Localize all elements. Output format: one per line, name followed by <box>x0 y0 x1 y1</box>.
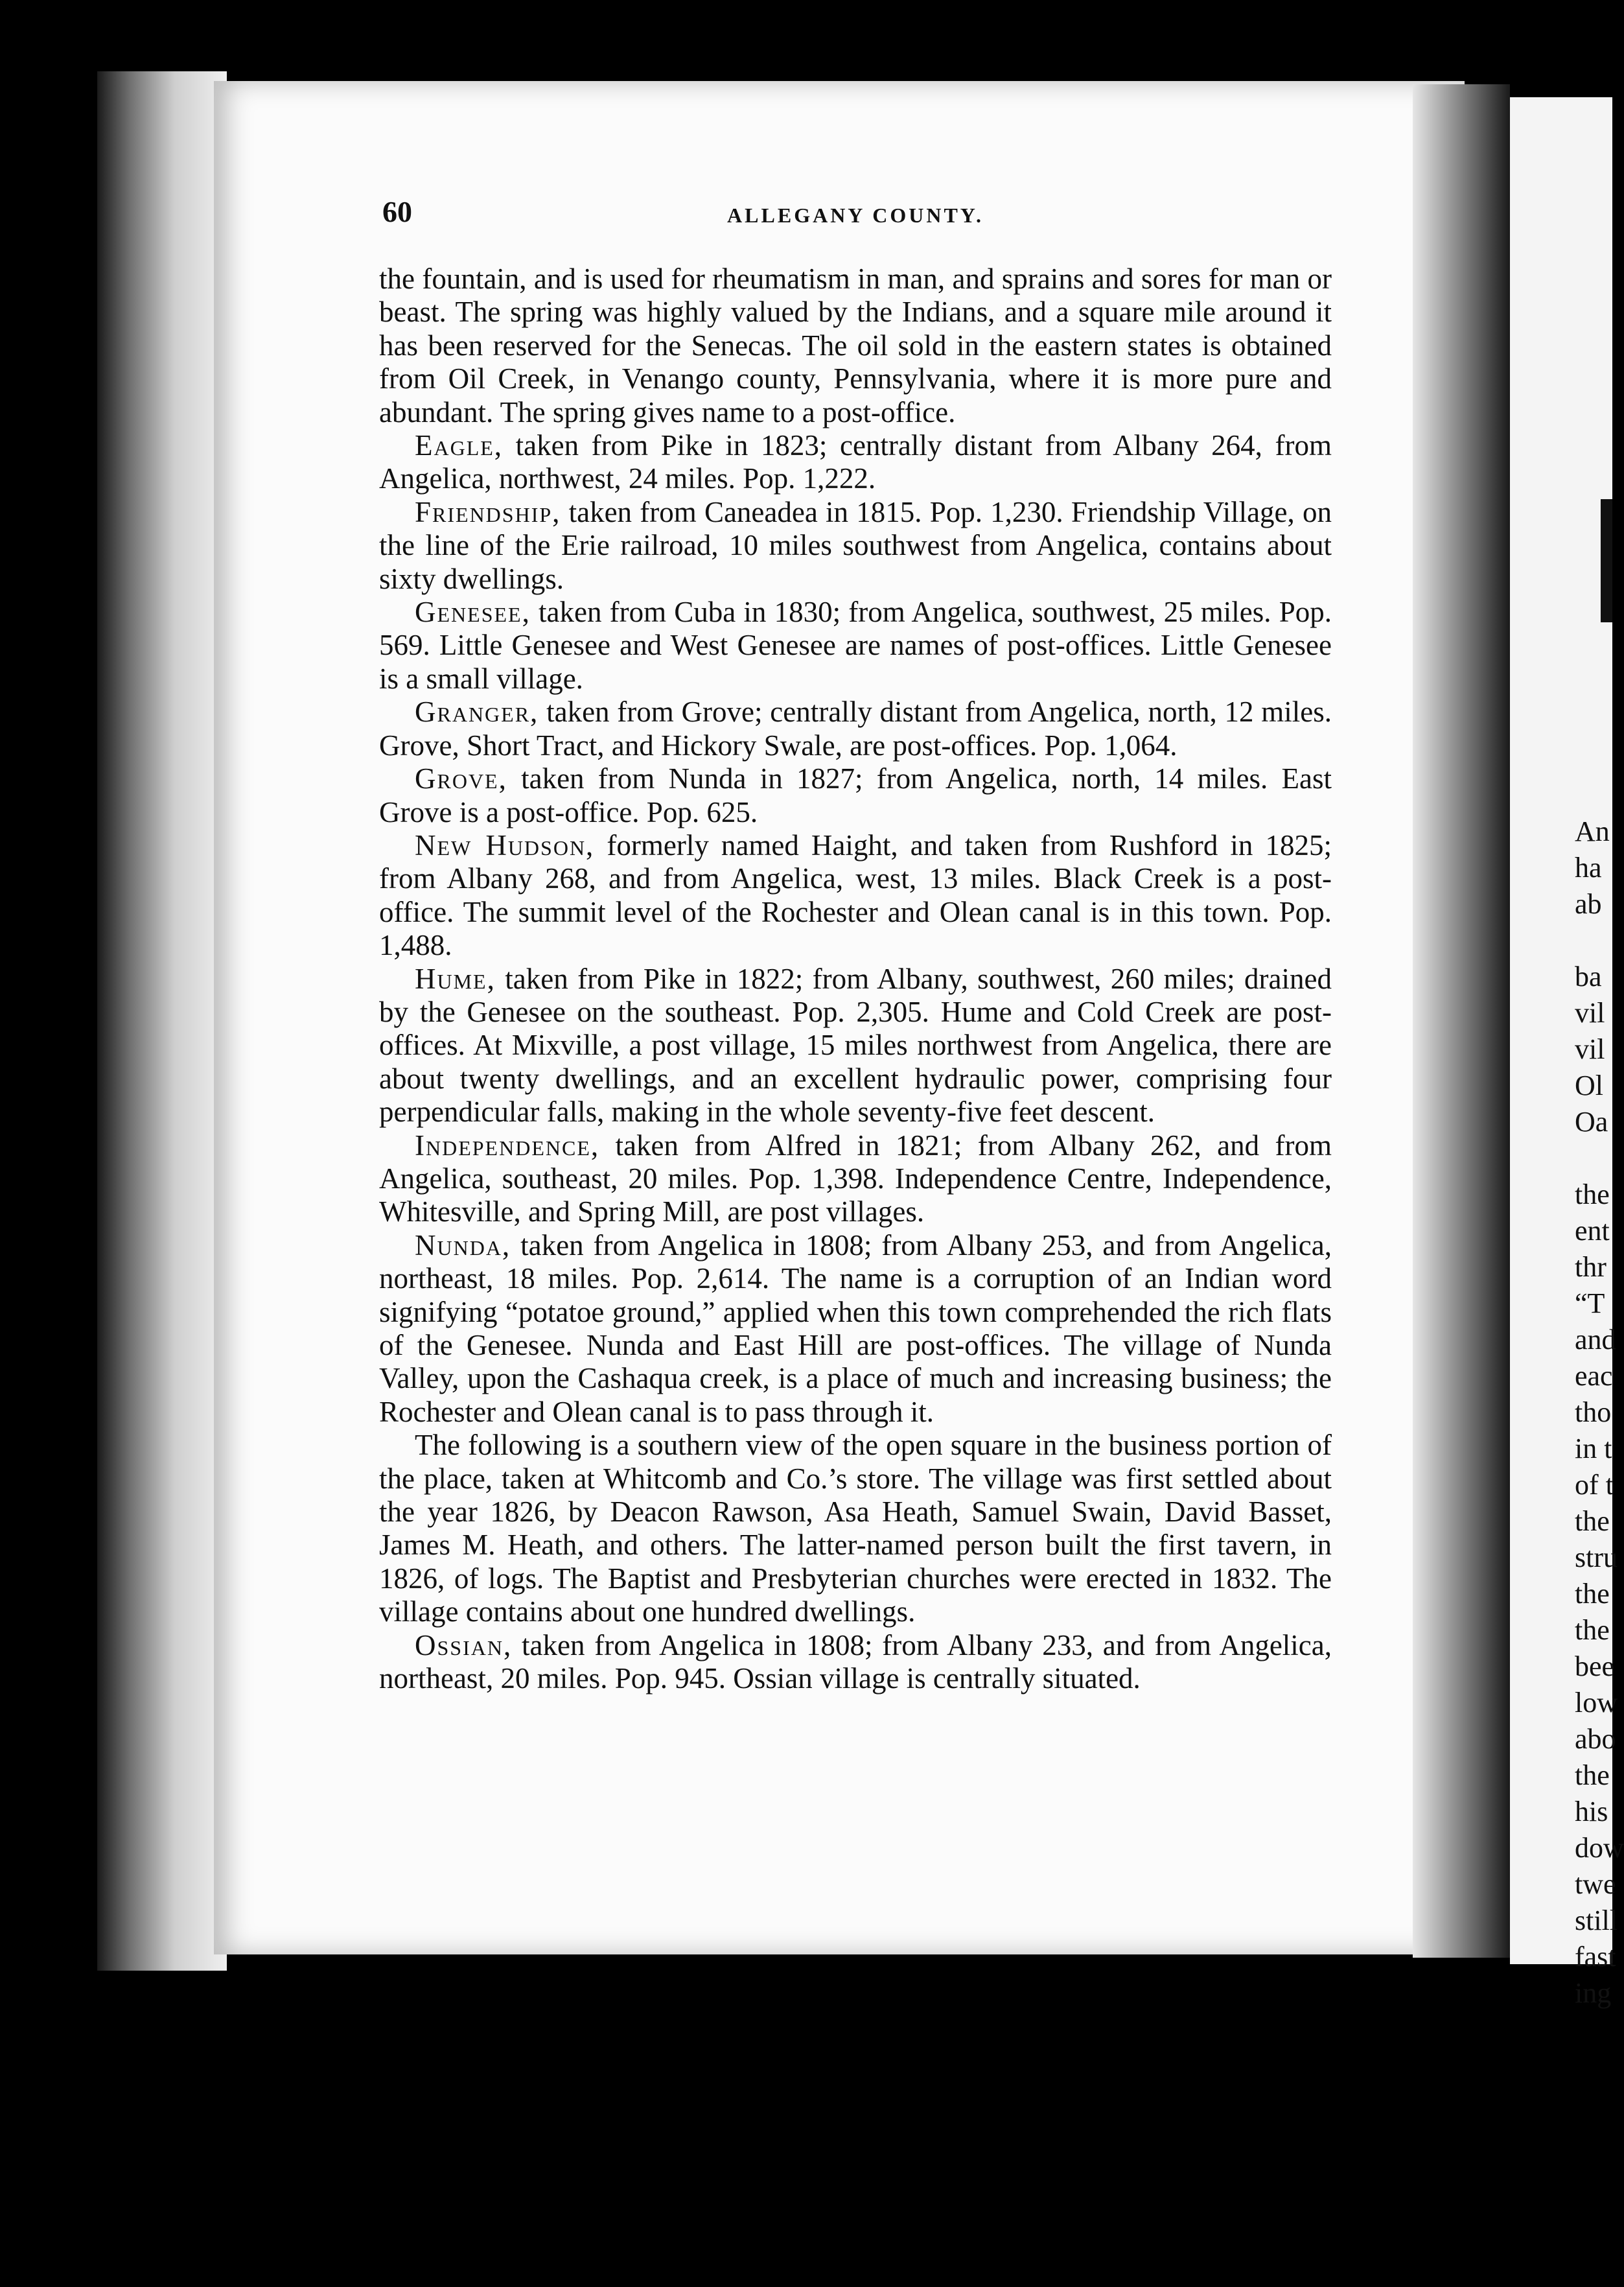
entry-heading: Genesee, <box>415 596 531 629</box>
entry-heading: Friendship, <box>415 495 561 528</box>
paragraph-text: The following is a southern view of the open square in the business portion of the place, taken at Whitcomb and Co.’s store. The village was first settled about the year 1826, by Deacon Rawson, Asa Heath, Samuel Swain, David Basset, James M. Heath, and others. The latter-named person built the first tavern, in 1826, of logs. The Baptist and Presbyterian churches were erected in 1832. The village contains about one hundred dwellings. <box>379 1429 1332 1628</box>
paragraph <box>379 829 1332 963</box>
adjacent-line-fragment: stru <box>1575 1542 1618 1573</box>
page-header <box>382 194 1328 233</box>
entry-heading: Hume, <box>415 962 496 995</box>
adjacent-line-fragment: twe <box>1575 1868 1616 1900</box>
running-head: ALLEGANY COUNTY. <box>727 204 984 227</box>
entry-heading: Independence, <box>415 1129 600 1162</box>
adjacent-line-fragment: Ol <box>1575 1070 1603 1101</box>
adjacent-line-fragment: abo <box>1575 1723 1616 1755</box>
paragraph-text: taken from Caneadea in 1815. Pop. 1,230. Friendship Village, on the line of the Erie railroad, 10 miles southwest from Angelica, contains about sixty dwellings. <box>379 495 1332 595</box>
adjacent-line-fragment: the <box>1575 1578 1610 1610</box>
adjacent-line-fragment: ent <box>1575 1215 1610 1247</box>
paragraph-text: taken from Angelica in 1808; from Albany 233, and from Angelica, northeast, 20 miles. Pop. 945. Ossian village is centrally situated. <box>379 1628 1332 1695</box>
paragraph-text: the fountain, and is used for rheumatism in man, and sprains and sores for man or beast. The spring was highly valued by the Indians, and a square mile around it has been reserved for the Senecas. The oil sold in the eastern states is obtained from Oil Creek, in Venango county, Pennsylvania, where it is more pure and abundant. The spring gives name to a post-office. <box>379 263 1332 428</box>
paragraph <box>379 762 1332 829</box>
paragraph <box>379 1629 1332 1696</box>
paragraph-text: taken from Alfred in 1821; from Albany 262, and from Angelica, southeast, 20 miles. Pop. 1,398. Independence Centre, Independence, Whitesville, and Spring Mill, are post villages. <box>379 1129 1332 1228</box>
adjacent-line-fragment: ba <box>1575 961 1602 992</box>
entry-heading: Eagle, <box>415 429 504 462</box>
paragraph <box>379 696 1332 762</box>
adjacent-line-fragment: still <box>1575 1905 1618 1936</box>
paragraph <box>379 429 1332 496</box>
adjacent-page-mark <box>1601 499 1612 622</box>
adjacent-line-fragment: and <box>1575 1324 1616 1355</box>
adjacent-line-fragment: Oa <box>1575 1106 1608 1138</box>
adjacent-line-fragment: the <box>1575 1759 1610 1791</box>
adjacent-line-fragment: vil <box>1575 1033 1605 1065</box>
adjacent-line-fragment: “T <box>1575 1287 1605 1319</box>
adjacent-page-text <box>1575 814 1624 2011</box>
adjacent-line-fragment <box>1575 1140 1620 1177</box>
page-gutter <box>1413 84 1510 1958</box>
paragraph-text: taken from Angelica in 1808; from Albany 253, and from Angelica, northeast, 18 miles. Pop. 2,614. The name is a corruption of an Indian word signifying “potatoe ground,” applied when this town comprehended the rich flats of the Genesee. Nunda and East Hill are post-offices. The village of Nunda Valley, upon the Cashaqua creek, is a place of much and increasing business; the Rochester and Olean canal is to pass through it. <box>379 1228 1332 1428</box>
adjacent-line-fragment: the <box>1575 1505 1610 1537</box>
adjacent-line-fragment <box>1575 922 1620 959</box>
entry-heading: New Hudson, <box>415 828 595 862</box>
paragraph-text: taken from Cuba in 1830; from Angelica, southwest, 25 miles. Pop. 569. Little Genesee and West Genesee are names of post-offices. Little Genesee is a small village. <box>379 596 1332 695</box>
adjacent-line-fragment: An <box>1575 815 1610 847</box>
adjacent-line-fragment: ab <box>1575 888 1602 920</box>
adjacent-line-fragment: ing <box>1575 1977 1612 2009</box>
paragraph <box>379 1429 1332 1628</box>
adjacent-line-fragment: low <box>1575 1687 1618 1718</box>
entry-heading: Nunda, <box>415 1228 511 1261</box>
adjacent-line-fragment: of t <box>1575 1469 1614 1501</box>
entry-heading: Granger, <box>415 696 539 729</box>
entry-heading: Ossian, <box>415 1628 513 1661</box>
paragraph-text: taken from Pike in 1823; centrally distant from Albany 264, from Angelica, northwest, 24 miles. Pop. 1,222. <box>379 429 1332 495</box>
paragraph <box>379 496 1332 596</box>
adjacent-line-fragment: eac <box>1575 1360 1613 1392</box>
adjacent-line-fragment: in t <box>1575 1433 1612 1464</box>
adjacent-line-fragment: his <box>1575 1796 1608 1827</box>
adjacent-line-fragment: tho <box>1575 1396 1612 1428</box>
paragraph <box>379 1229 1332 1429</box>
book-spine <box>97 71 227 1971</box>
paragraph-text: taken from Grove; centrally distant from Angelica, north, 12 miles. Grove, Short Tract, and Hickory Swale, are post-offices. Pop. 1,064. <box>379 696 1332 762</box>
paragraph-text: formerly named Haight, and taken from Rushford in 1825; from Albany 268, and from Angelica, west, 13 miles. Black Creek is a post-office. The summit level of the Rochester and Olean canal is in this town. Pop. 1,488. <box>379 828 1332 962</box>
paragraph <box>379 596 1332 696</box>
paragraph <box>379 1129 1332 1229</box>
adjacent-line-fragment: dow <box>1575 1832 1624 1864</box>
body-text <box>379 263 1332 1695</box>
paragraph <box>379 263 1332 429</box>
adjacent-line-fragment: bee <box>1575 1650 1615 1682</box>
paragraph-text: taken from Pike in 1822; from Albany, southwest, 260 miles; drained by the Genesee on the southeast. Pop. 2,305. Hume and Cold Creek are post-offices. At Mixville, a post village, 15 miles northwest from Angelica, there are about twenty dwellings, and an excellent hydraulic power, comprising four perpendicular falls, making in the whole seventy-five feet descent. <box>379 962 1332 1129</box>
paragraph <box>379 963 1332 1129</box>
adjacent-line-fragment: thr <box>1575 1251 1607 1283</box>
page-number: 60 <box>382 195 412 228</box>
adjacent-line-fragment: vil <box>1575 997 1605 1029</box>
adjacent-line-fragment: fast <box>1575 1941 1616 1973</box>
adjacent-line-fragment: the <box>1575 1179 1610 1210</box>
adjacent-line-fragment: ha <box>1575 852 1602 884</box>
entry-heading: Grove, <box>415 762 507 795</box>
paragraph-text: taken from Nunda in 1827; from Angelica, north, 14 miles. East Grove is a post-office. Pop. 625. <box>379 762 1332 828</box>
adjacent-line-fragment: the <box>1575 1614 1610 1646</box>
